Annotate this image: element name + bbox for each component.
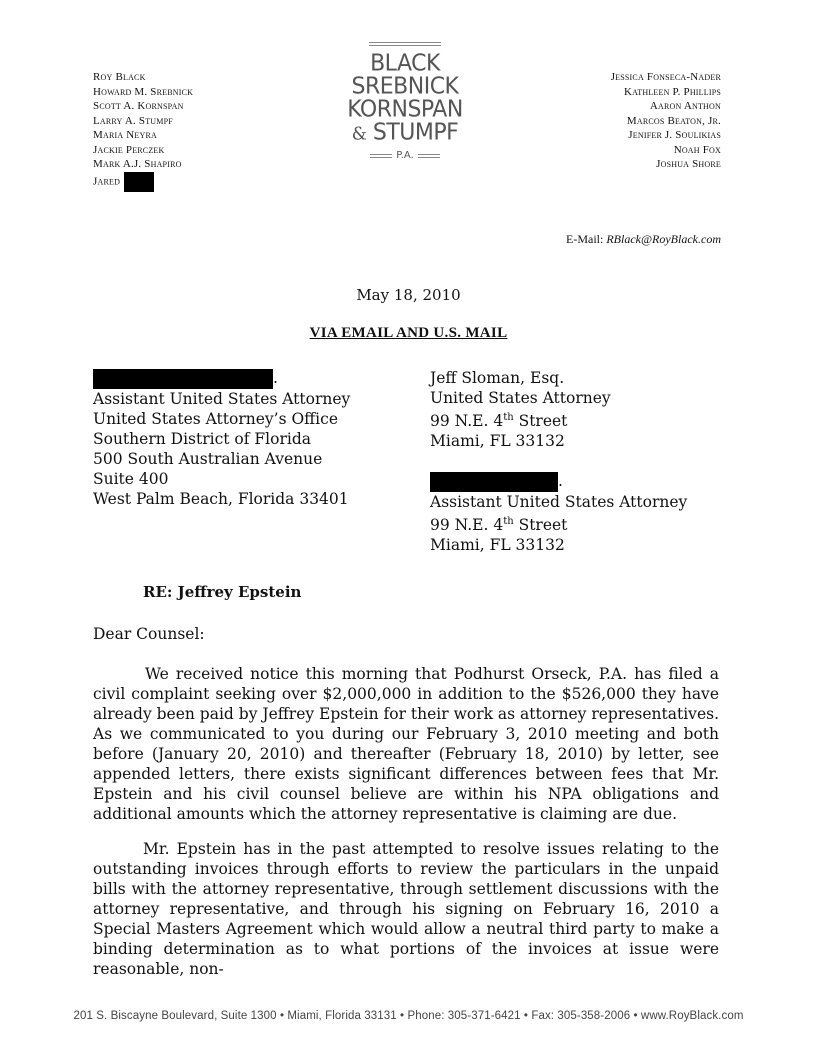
attorney-name: Jenifer J. Soulikias <box>628 129 721 141</box>
street-number: 99 N.E. 4 <box>430 412 504 431</box>
attorney-name: Noah Fox <box>673 143 721 156</box>
recipient-right <box>430 368 687 555</box>
street-name: Street <box>513 412 568 431</box>
street-name: Street <box>513 516 568 535</box>
paragraph-text: We received notice this morning that Podhurst Orseck, P.A. has filed a civil complaint seeking over $2,000,000 in addition to the $526,000 they have already been paid by Jeffrey Epstein for their work as attorney representatives. As we communicated to you during our February 3, 2010 meeting and both before (January 20, 2010) and thereafter (February 18, 2010) by letter, see appended letters, there exists significant differences between fees that Mr. Epstein and his civil counsel believe are within his NPA obligations and additional amounts which the attorney representative is claiming are due. <box>93 665 719 823</box>
paragraph-text: Mr. Epstein has in the past attempted to resolve issues relating to the outstanding invoices through efforts to review the particulars in the unpaid bills with the attorney representative, through settlement discussions with the attorney representative, and through his signing on February 16, 2010 a Special Masters Agreement which would allow a neutral third party to make a binding determination as to what portions of the invoices at issue were reasonable, non- <box>93 840 719 978</box>
email-address: RBlack@RoyBlack.com <box>606 232 721 246</box>
recipient-title: Assistant United States Attorney <box>430 493 688 512</box>
attorney-name: Mark A.J. Shapiro <box>93 158 182 170</box>
body-paragraph <box>93 839 719 979</box>
address-line <box>430 408 687 431</box>
attorney-name: Joshua Shore <box>656 158 721 170</box>
letterhead-right-names <box>611 70 721 172</box>
attorney-name: Jessica Fonseca-Nader <box>610 71 721 83</box>
address-line: United States Attorney’s Office <box>93 410 338 428</box>
logo-line: SREBNICK <box>351 73 459 100</box>
logo-line: BLACK <box>370 50 440 77</box>
address-line: 500 South Australian Avenue <box>93 450 323 468</box>
email-label: E-Mail: <box>566 232 604 246</box>
recipient-left <box>93 368 350 509</box>
attorney-name: Jackie Perczek <box>93 143 165 156</box>
address-line <box>430 512 687 535</box>
attorney-name: Howard M. Srebnick <box>93 85 194 98</box>
recipient-name: Jeff Sloman, Esq. <box>430 369 565 387</box>
address-line: West Palm Beach, Florida 33401 <box>93 490 349 508</box>
address-line: Assistant United States Attorney <box>93 390 351 408</box>
sender-email <box>566 232 721 247</box>
logo-suffix: P.A. <box>396 150 414 161</box>
logo-suffix-row <box>340 150 470 161</box>
street-number: 99 N.E. 4 <box>430 516 504 535</box>
attorney-name: Jared <box>93 175 121 188</box>
salutation: Dear Counsel: <box>93 625 205 643</box>
attorney-name: Marcos Beaton, Jr. <box>626 114 721 127</box>
attorney-name: Larry A. Stumpf <box>93 114 173 127</box>
street-ordinal: th <box>503 516 514 528</box>
letter-date: May 18, 2010 <box>356 286 461 304</box>
address-line: Miami, FL 33132 <box>430 536 565 555</box>
logo-line: STUMPF <box>372 119 459 146</box>
street-ordinal: th <box>503 412 514 423</box>
logo-line: KORNSPAN <box>347 96 463 123</box>
re-line: RE: Jeffrey Epstein <box>143 583 302 601</box>
logo-line-stumpf <box>340 120 470 146</box>
redaction-period: . <box>273 369 278 387</box>
logo-top-rule <box>369 42 441 46</box>
address-line: Suite 400 <box>93 470 169 488</box>
attorney-name: Roy Black <box>93 71 146 83</box>
recipient-title: United States Attorney <box>430 389 611 407</box>
redaction-bar <box>430 472 558 492</box>
attorney-name: Scott A. Kornspan <box>93 100 184 112</box>
redaction-period: . <box>558 472 563 491</box>
logo-rule <box>370 154 392 158</box>
attorney-name: Maria Neyra <box>93 129 158 141</box>
attorney-name: Kathleen P. Phillips <box>624 85 721 98</box>
body-paragraph <box>93 664 719 824</box>
attorney-name-redacted-row <box>93 172 193 192</box>
attorney-name: Aaron Anthon <box>649 100 721 112</box>
firm-logo <box>340 42 470 161</box>
logo-rule <box>418 154 440 158</box>
recipient-name-row <box>93 368 350 389</box>
delivery-method: VIA EMAIL AND U.S. MAIL <box>309 325 508 341</box>
redaction-bar <box>124 172 154 192</box>
address-line: Southern District of Florida <box>93 430 311 448</box>
redaction-bar <box>93 369 273 389</box>
address-line: Miami, FL 33132 <box>430 432 565 451</box>
letterhead-left-names <box>93 70 193 192</box>
recipient-name-row <box>430 471 687 492</box>
logo-ampersand: & <box>351 123 367 145</box>
letterhead-footer: 201 S. Biscayne Boulevard, Suite 1300 • Miami, Florida 33131 • Phone: 305-371-6421 • Fax: 305-358-2006 • www.RoyBlack.com <box>73 1010 744 1022</box>
